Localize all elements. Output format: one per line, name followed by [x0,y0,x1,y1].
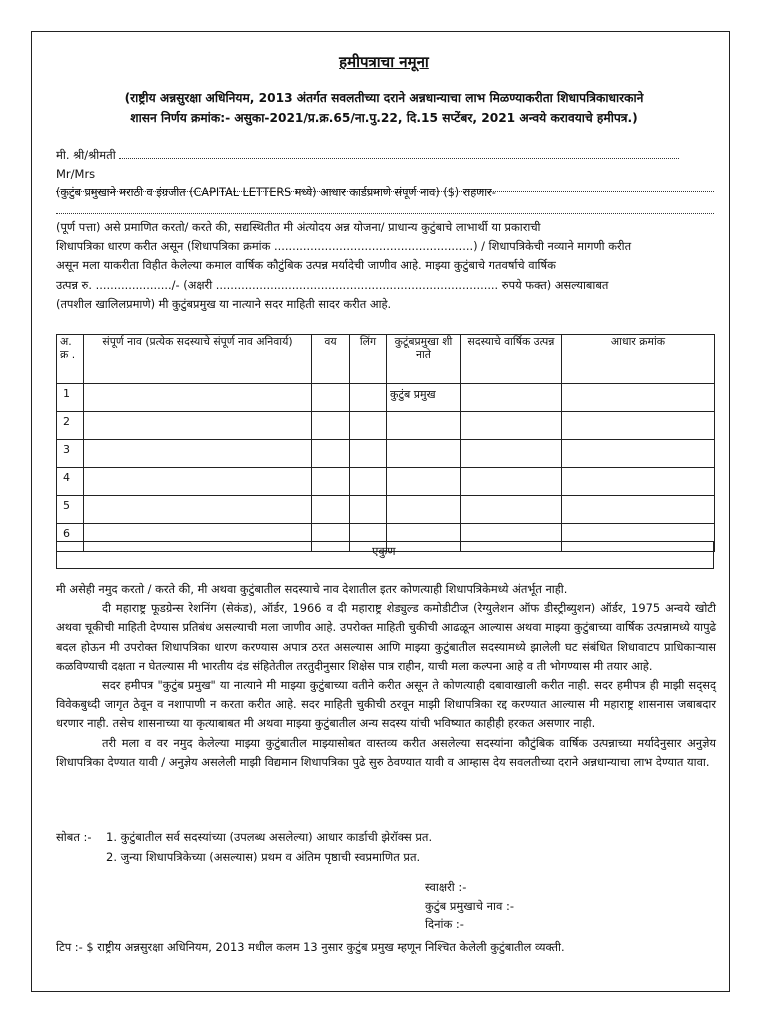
address-fill-row [56,203,716,217]
cell-gender[interactable] [350,412,387,440]
cell-income[interactable] [461,384,562,412]
cell-relation[interactable] [387,468,461,496]
cell-gender[interactable] [350,496,387,524]
cell-income[interactable] [461,468,562,496]
cell-income[interactable] [461,412,562,440]
paragraph-3-text: सदर हमीपत्र "कुटुंब प्रमुख" या नात्याने मी माझ्या कुटुंबाच्या वतीने करीत असून ते कोणत्याही दबावाखाली करीत नाही. सदर हमीपत्र ही माझी सद्सद् विवेकबुध्दी जागृत ठेवून व नशापाणी न करता करीत आहे. सदर माहिती चुकीची ठरवून माझी शिधापत्रिका रद्द करण्यात आल्यास मी महाराष्ट्र शासनास जबाबदार धरणार नाही. तसेच शासनाच्या या कृत्याबाबत मी अथवा माझ्या कुटुंबातील अन्य सदस्य यांची भविष्यात काहीही हरकत असणार नाही. [56,678,716,731]
table-row [57,412,715,440]
form-subtitle [48,88,720,128]
table-row [57,496,715,524]
paragraph-4 [56,734,716,772]
family-members-table [56,334,715,552]
name-fill-line[interactable] [119,148,679,159]
footnote: टिप :- $ राष्ट्रीय अन्नसुरक्षा अधिनियम, 2013 मधील कलम 13 नुसार कुटुंब प्रमुख म्हणून निश्चित केलेली कुटुंबातील व्यक्ती. [56,940,565,954]
declaration-line-2: शिधापत्रिका धारण करीत असून (शिधापत्रिका क्रमांक .......................................................) / शिधापत्रिकेची नव्याने मागणी करीत [56,239,632,254]
declaration-paragraph [56,218,716,314]
cell-income[interactable] [461,496,562,524]
table-row [57,468,715,496]
cell-age[interactable] [312,440,350,468]
subtitle-line-1: (राष्ट्रीय अन्नसुरक्षा अधिनियम, 2013 अंतर्गत सवलतीच्या दराने अन्नधान्याचा लाभ मिळण्याकरीता शिधापत्रिकाधारकाने [124,91,644,105]
cell-name[interactable] [84,384,312,412]
paragraph-2-text: दी महाराष्ट्र फूडग्रेन्स रेशनिंग (सेकंड), ऑर्डर, 1966 व दी महाराष्ट्र शेड्युल्ड कमोडीटीज (रेग्युलेशन ऑफ डीस्ट्रीब्युशन) ऑर्डर, 1975 अन्वये खोटी अथवा चूकीची माहिती देण्यास प्रतिबंध असल्याची मला जाणीव आहे. उपरोक्त माहिती चुकीची आढळून आल्यास अथवा माझ्या कुटुंबाच्या वार्षिक उत्पन्नामध्ये यापुढे बदल होऊन मी उपरोक्त शिधापत्रिका धारण करण्यास अपात्र ठरत असल्यास आणि माझ्या कुटुंबातील सदस्यामध्ये झालेली घट संबंधित शिधावाटप प्राधिकाऱ्यास कळविण्याची दक्षता न घेतल्यास मी भारतीय दंड संहितेतील तरतुदीनुसार शिक्षेस पात्र राहीन, याची मला कल्पना आहे व ती भोगण्यास मी तयार आहे. [56,601,716,673]
cell-gender[interactable] [350,440,387,468]
total-row [56,541,714,569]
declaration-line-3: असून मला याकरीता विहीत केलेल्या कमाल वार्षिक कौटुंबिक उत्पन्न मर्यादेची जाणीव आहे. माझ्या कुटुंबाचे गतवर्षाचे वार्षिक [56,258,556,273]
row-sn: 6 [57,524,84,552]
row-sn: 4 [57,468,84,496]
form-title: हमीपत्राचा नमूना [339,53,429,71]
cell-age[interactable] [312,412,350,440]
declaration-line-1: (पूर्ण पत्ता) असे प्रमाणित करतो/ करते की, सद्यस्थितीत मी अंत्योदय अन्न योजना/ प्राधान्य कुटुंबाचे लाभार्थी या प्रकाराची [56,220,541,234]
name-label: मी. श्री/श्रीमती [56,148,116,162]
cell-relation[interactable] [387,412,461,440]
body-text [56,580,716,772]
date-label: दिनांक :- [425,917,464,931]
cell-age[interactable] [312,468,350,496]
paragraph-4-text: तरी मला व वर नमुद केलेल्या माझ्या कुटुंबातील माझ्यासोबत वास्तव्य करीत असलेल्या सदस्यांना कौटुंबिक वार्षिक उत्पन्नाच्या मर्यादेनुसार अनुज्ञेय शिधापत्रिका देण्यात यावी / अनुज्ञेय असलेली माझी विद्यमान शिधापत्रिका पुढे सुरु ठेवण्यात यावी व आम्हास देय सवलतीच्या दराने अन्नधान्याचा लाभ देण्यात यावा. [56,735,716,769]
header-name: संपूर्ण नाव (प्रत्येक सदस्याचे संपूर्ण नाव अनिवार्य) [84,335,312,384]
cell-gender[interactable] [350,468,387,496]
header-gender: लिंग [350,335,387,384]
name-instruction: (कुटुंब प्रमुखाने मराठी व इंग्रजीत (CAPITAL LETTERS मध्ये) आधार कार्डप्रमाणे संपूर्ण नाव) ($) राहणार- [56,186,496,199]
subtitle-line-2: शासन निर्णय क्रमांक:- असुका-2021/प्र.क्र.65/ना.पु.22, दि.15 सप्टेंबर, 2021 अन्वये करावयाचे हमीपत्र.) [130,111,638,125]
cell-aadhaar[interactable] [562,412,715,440]
cell-relation[interactable] [387,440,461,468]
header-aadhaar: आधार क्रमांक [562,335,715,384]
paragraph-2 [56,599,716,676]
cell-aadhaar[interactable] [562,496,715,524]
paragraph-3 [56,676,716,734]
table-row [57,440,715,468]
header-age: वय [312,335,350,384]
enclosure-item-2: 2. जुन्या शिधापत्रिकेच्या (असल्यास) प्रथम व अंतिम पृष्ठाची स्वप्रमाणित प्रत. [106,850,421,864]
row-sn: 2 [57,412,84,440]
name-field-row [56,148,716,162]
enclosure-label: सोबत :- [56,830,92,844]
cell-aadhaar[interactable] [562,384,715,412]
address-fill-line[interactable] [56,203,714,214]
declaration-line-5: (तपशील खालिलप्रमाणे) मी कुटुंबप्रमुख या नात्याने सदर माहिती सादर करीत आहे. [56,296,392,311]
table-header-row [57,335,715,384]
declaration-line-4: उत्पन्न रु. ...................../- (अक्षरी .............................................................................. रुपये फक्त) असल्याबाबत [56,277,609,292]
cell-name[interactable] [84,412,312,440]
cell-aadhaar[interactable] [562,468,715,496]
row-sn: 5 [57,496,84,524]
header-income: सदस्याचे वार्षिक उत्पन्न [461,335,562,384]
header-relation: कुटूंबप्रमुखा शी नाते [387,335,461,384]
enclosure-item-1: 1. कुटुंबातील सर्व सदस्यांच्या (उपलब्ध असलेल्या) आधार कार्डाची झेरॉक्स प्रत. [106,830,433,844]
cell-name[interactable] [84,440,312,468]
table-row [57,384,715,412]
signature-label: स्वाक्षरी :- [425,880,467,894]
row-sn: 3 [57,440,84,468]
cell-name[interactable] [84,496,312,524]
header-sn: अ. क्र . [57,335,84,384]
mrmrs-label: Mr/Mrs [56,167,96,181]
cell-relation[interactable] [387,496,461,524]
paragraph-1: मी असेही नमुद करतो / करते की, मी अथवा कुटुंबातील सदस्याचे नाव देशातील इतर कोणत्याही शिधापत्रिकेमध्ये अंतर्भूत नाही. [56,582,568,596]
cell-relation: कुटुंब प्रमुख [387,384,461,412]
cell-aadhaar[interactable] [562,440,715,468]
total-label: एकुण [372,544,396,558]
cell-income[interactable] [461,440,562,468]
cell-age[interactable] [312,496,350,524]
cell-name[interactable] [84,468,312,496]
cell-age[interactable] [312,384,350,412]
head-name-label: कुटुंब प्रमुखाचे नाव :- [425,899,515,913]
cell-gender[interactable] [350,384,387,412]
row-sn: 1 [57,384,84,412]
